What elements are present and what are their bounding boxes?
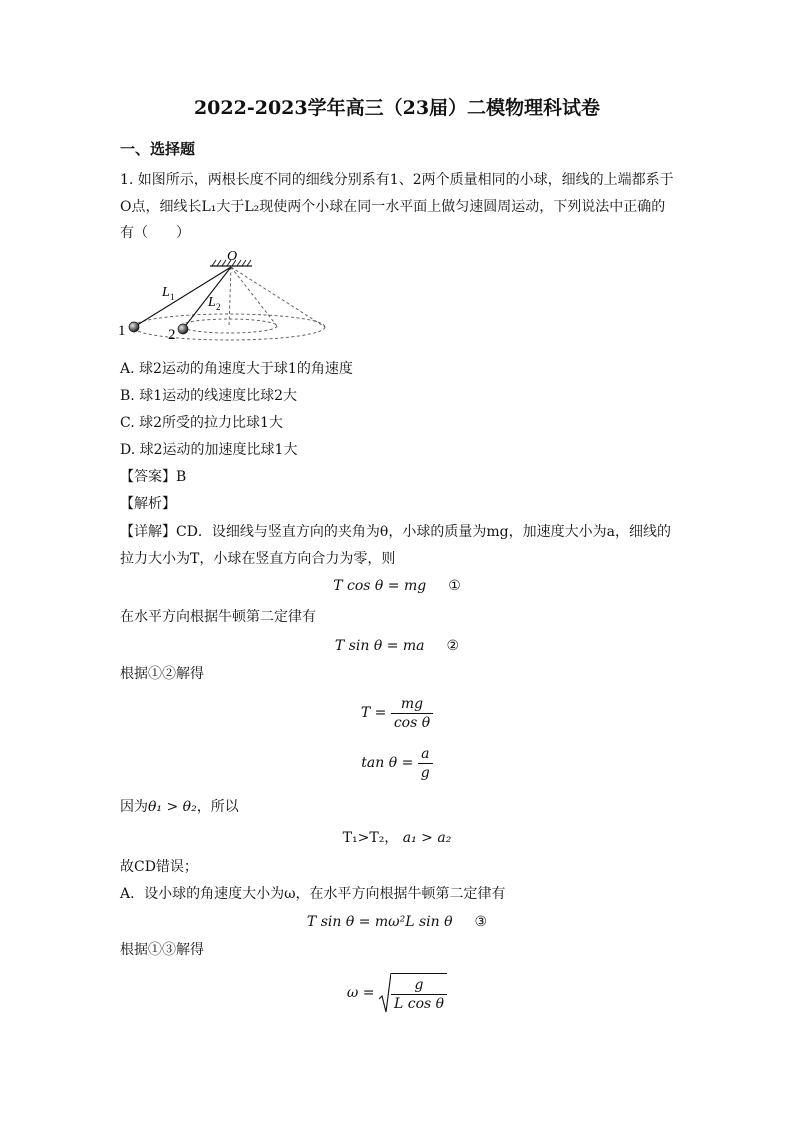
- detail-line-2: 拉力大小为T，小球在竖直方向合力为零，则: [120, 551, 396, 567]
- detail-line-3: 在水平方向根据牛顿第二定律有: [120, 609, 316, 625]
- equation-2-body: T sin θ = ma: [334, 638, 425, 654]
- equation-1-mark: ①: [448, 578, 461, 594]
- equation-1-body: T cos θ = mg: [333, 578, 427, 594]
- equation-4: [0, 743, 794, 783]
- detail-line-5-prefix: 因为: [120, 799, 148, 815]
- figure-label-l2: L: [208, 295, 216, 310]
- sqrt-sign-icon: [379, 972, 391, 1014]
- detail-line-6: 故CD错误；: [120, 859, 198, 875]
- equation-7: [0, 970, 794, 1016]
- equation-4-fraction: [418, 745, 433, 782]
- equation-3-lhs: T =: [360, 705, 387, 721]
- equation-6-mark: ③: [474, 914, 488, 930]
- option-b: B. 球1运动的线速度比球2大: [120, 388, 298, 404]
- figure-label-ball-1: 1: [118, 323, 126, 339]
- equation-1: [0, 576, 794, 596]
- answer-line: 【答案】B: [120, 469, 187, 485]
- detail-line-8: 根据①③解得: [120, 942, 204, 958]
- equation-7-denominator: L cos θ: [393, 996, 445, 1012]
- option-a: A. 球2运动的角速度大于球1的角速度: [120, 361, 353, 377]
- string-l1: [134, 267, 231, 327]
- equation-5: [0, 828, 794, 848]
- analysis-heading: 【解析】: [120, 496, 176, 512]
- equation-7-lhs: ω =: [346, 985, 375, 1001]
- equation-7-radical: [379, 970, 447, 1016]
- equation-3: [0, 693, 794, 733]
- ball-1: [129, 322, 139, 332]
- conical-pendulum-figure: [112, 247, 332, 347]
- figure-label-l1-sub: 1: [170, 292, 175, 302]
- equation-5-tension: T₁>T₂，: [342, 830, 399, 846]
- option-d: D. 球2运动的加速度比球1大: [120, 442, 298, 458]
- equation-7-fraction: [391, 973, 447, 1013]
- question-text-line-1: 1. 如图所示，两根长度不同的细线分别系有1、2两个质量相同的小球，细线的上端都系于: [120, 172, 674, 188]
- string-l2: [183, 267, 231, 329]
- figure-label-o: O: [227, 249, 238, 264]
- equation-4-numerator: a: [418, 745, 433, 764]
- equation-7-numerator: g: [391, 976, 447, 995]
- detail-line-5: [120, 797, 239, 817]
- equation-5-acceleration: a₁ > a₂: [402, 830, 452, 846]
- equation-3-fraction: [391, 695, 433, 732]
- question-text-line-2: O点，细线长L₁大于L₂现使两个小球在同一水平面上做匀速圆周运动，下列说法中正确的: [120, 199, 666, 215]
- page-title: 2022-2023学年高三（23届）二模物理科试卷: [193, 97, 601, 119]
- equation-3-denominator: cos θ: [393, 714, 431, 731]
- equation-4-denominator: g: [420, 764, 430, 781]
- equation-3-numerator: mg: [391, 695, 433, 714]
- question-text-line-3: 有（ ）: [120, 225, 190, 241]
- section-heading: 一、选择题: [120, 140, 196, 158]
- ball-2: [178, 324, 188, 334]
- figure-label-l1: L: [162, 285, 170, 300]
- equation-6: [0, 912, 794, 932]
- equation-2-mark: ②: [446, 638, 460, 654]
- equation-6-body: T sin θ = mω²L sin θ: [306, 914, 453, 930]
- figure-label-ball-2: 2: [168, 327, 176, 343]
- equation-4-lhs: tan θ =: [361, 755, 414, 771]
- detail-line-7: A．设小球的角速度大小为ω，在水平方向根据牛顿第二定律有: [120, 886, 506, 902]
- detail-line-5-suffix: ，所以: [196, 799, 239, 815]
- detail-line-5-condition: θ₁ > θ₂: [148, 799, 197, 815]
- equation-2: [0, 636, 794, 656]
- detail-line-1: 【详解】CD．设细线与竖直方向的夹角为θ，小球的质量为mg，加速度大小为a，细线的: [120, 524, 671, 540]
- figure-label-l2-sub: 2: [216, 302, 221, 312]
- detail-line-4: 根据①②解得: [120, 666, 204, 682]
- option-c: C. 球2所受的拉力比球1大: [120, 415, 283, 431]
